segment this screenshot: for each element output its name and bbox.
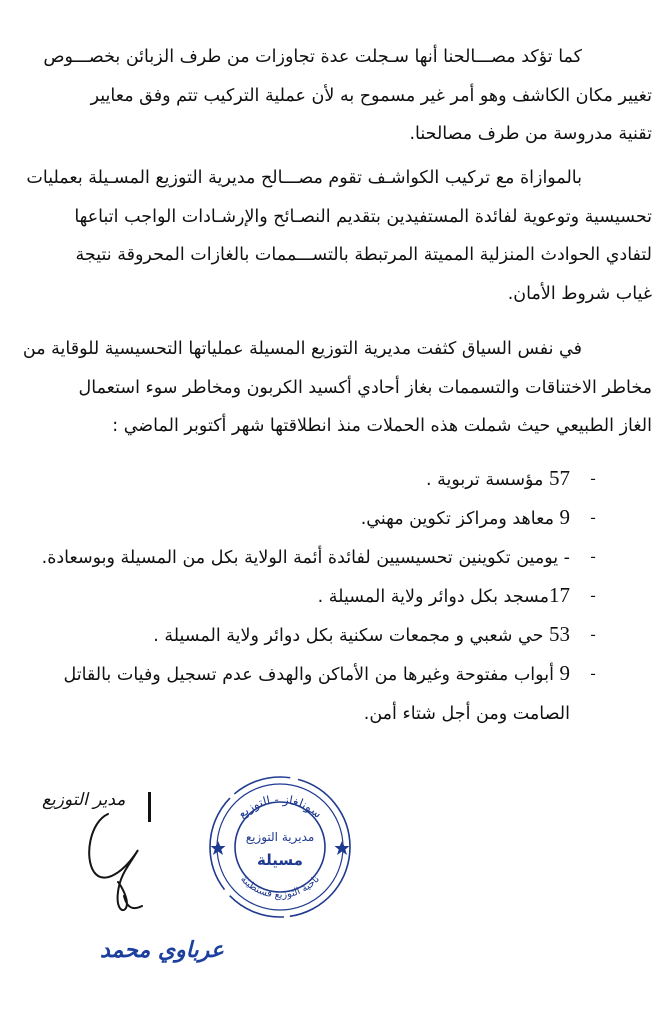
paragraph-line: مخاطر الاختناقات والتسممات بغاز أحادي أكسيد الكربون ومخاطر سوء استعمال [78,377,652,398]
star-icon [211,841,226,855]
list-item [40,460,652,499]
item-count: 53 [549,622,570,646]
stamp-bottom-text: ناحية التوزيع قسنطينة [238,873,322,901]
paragraph-line: في نفس السياق كثفت مديرية التوزيع المسيلة عملياتها التحسيسية للوقاية من [22,339,582,359]
item-text: مسجد بكل دوائر ولاية المسيلة . [317,587,549,607]
paragraph-line: تغيير مكان الكاشف وهو أمر غير مسموح به لأن عملية التركيب تتم وفق معايير [90,85,652,106]
paragraph-line: بالموازاة مع تركيب الكواشـف تقوم مصـــالح مديرية التوزيع المسـيلة بعمليات [26,168,582,188]
official-stamp [205,765,355,925]
item-text: معاهد ومراكز تكوين مهني. [360,509,560,529]
bullet-dash: - [590,548,596,565]
paragraph-line: غياب شروط الأمان. [507,283,652,304]
paragraph-line: لتفادي الحوادث المنزلية المميتة المرتبطة بالتســـممات بالغازات المحروقة نتيجة [75,245,652,265]
paragraph-campaign-context [22,330,652,446]
svg-text:ناحية التوزيع قسنطينة [238,874,322,901]
stamp-center-line2: مسيلة [257,851,303,869]
handwritten-signature [60,812,170,922]
campaign-list [40,460,652,734]
item-count: 57 [549,466,570,490]
stamp-center-line1: مديرية التوزيع [245,830,315,844]
paragraph-awareness-operations [26,159,652,313]
paragraph-line: تقنية مدروسة من طرف مصالحنا. [409,124,652,144]
paragraph-line: كما تؤكد مصـــالحنا أنها سـجلت عدة تجاوزات من طرف الزبائن بخصـــوص [43,47,582,67]
bullet-dash: - [590,470,596,487]
item-text: مؤسسة تربوية . [425,470,549,490]
signatory-title: مدير التوزيع [42,790,126,810]
paragraph-line: تحسيسية وتوعوية لفائدة المستفيدين بتقديم النصـائح والإرشـادات الواجب اتباعها [74,206,652,227]
bullet-dash: - [590,626,596,643]
item-text: أبواب مفتوحة وغيرها من الأماكن والهدف عدم تسجيل وفيات بالقاتل [63,665,560,685]
paragraph-line: الغاز الطبيعي حيث شملت هذه الحملات منذ انطلاقتها شهر أكتوبر الماضي : [112,416,652,436]
svg-text:سونلغاز - التوزيع [235,792,325,821]
list-item [40,655,652,734]
list-item [40,538,652,577]
bullet-dash: - [590,509,596,526]
item-text: - يومين تكوينين تحسيسيين لفائدة أئمة الولاية بكل من المسيلة وبوسعادة. [41,548,570,568]
list-item [40,616,652,655]
item-text-continuation: الصامت ومن أجل شتاء أمن. [363,704,570,724]
item-text: حي شعبي و مجمعات سكنية بكل دوائر ولاية المسيلة . [153,626,549,646]
signatory-name: عرباوي محمد [100,937,224,963]
item-count: 9 [559,505,570,529]
paragraph-detector-violations [40,38,652,154]
item-count: 9 [559,661,570,685]
item-count: 17 [549,583,570,607]
signature-stroke [89,814,142,910]
list-item [40,577,652,616]
stamp-top-text: سونلغاز - التوزيع [235,792,325,821]
list-item [40,499,652,538]
bullet-dash: - [590,587,596,604]
star-icon [335,841,350,855]
bullet-dash: - [590,665,596,682]
